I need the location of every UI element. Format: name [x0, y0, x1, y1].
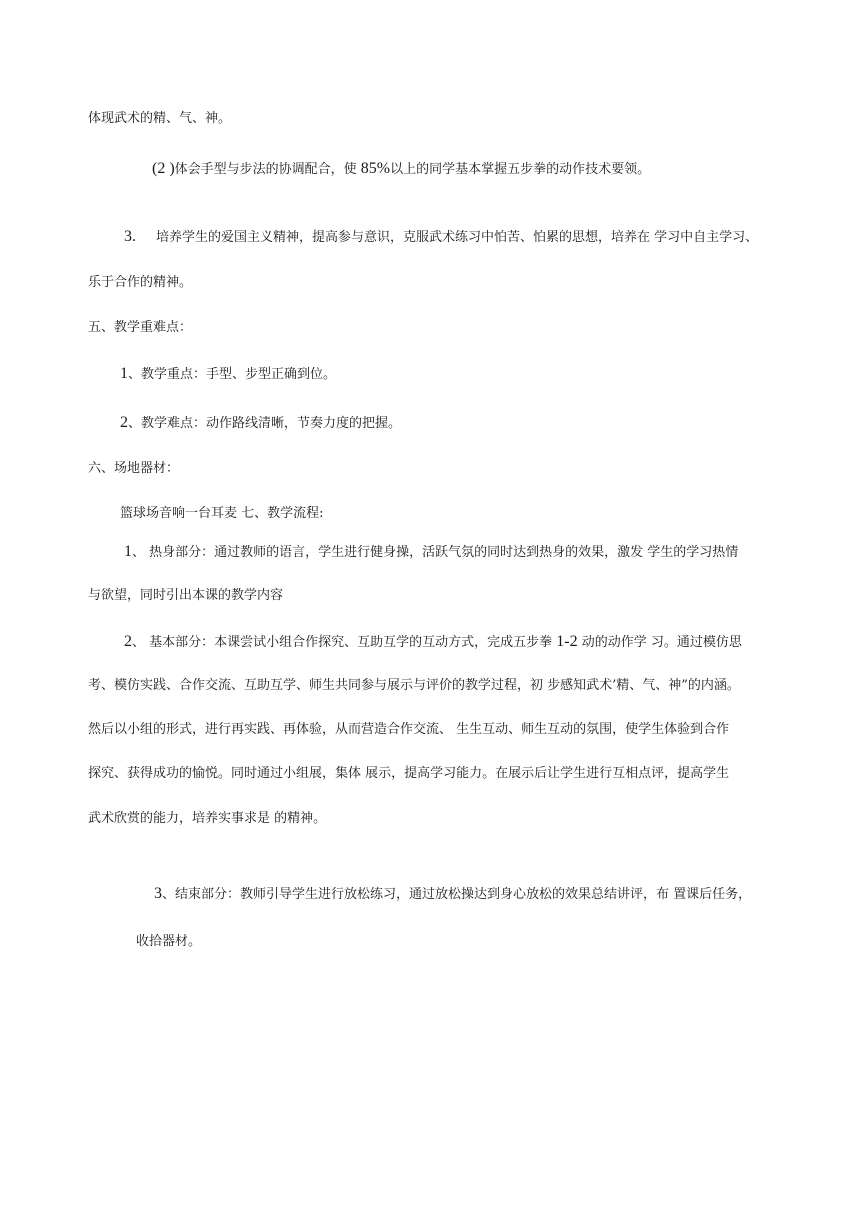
paragraph-line — [88, 721, 729, 739]
paragraph-line — [88, 587, 283, 605]
text: 乐于合作的精神。 — [88, 275, 193, 290]
list-marker: 2 — [124, 633, 132, 650]
text: 探究、获得成功的愉悦。同时通过小组展，集体 展示，提高学习能力。在展示后让学生进行互相点评，提高学生 — [88, 766, 730, 781]
text: 收拾器材。 — [136, 934, 202, 949]
paragraph-line — [88, 765, 729, 783]
list-marker: 1 — [120, 365, 128, 382]
text: 、教学重点：手型、步型正确到位。 — [128, 367, 337, 382]
text: 篮球场音响一台耳麦 七、教学流程: — [120, 506, 324, 521]
text: 考、模仿实践、合作交流、互助互学、师生共同参与展示与评价的教学过程，初 步感知武术’精、气、神”的内涵。 — [88, 678, 740, 693]
text: 、结束部分：教师引导学生进行放松练习，通过放松操达到身心放松的效果总结讲评，布 置课后任务， — [162, 887, 752, 902]
text: 、 基本部分：本课尝试小组合作探究、互助互学的互动方式，完成五步拳 — [132, 635, 557, 650]
section-heading — [88, 460, 179, 478]
text: 培养学生的爱国主义精神，提高参与意识，克服武术练习中怕苦、怕累的思想，培养在 学习中自主学习、 — [156, 230, 759, 245]
text: 与欲望，同时引出本课的教学内容 — [88, 588, 284, 603]
text: 六、场地器材： — [88, 461, 180, 476]
key-point-line — [120, 365, 336, 384]
text: 动的动作学 习。通过模仿思 — [577, 635, 742, 650]
difficulty-line — [120, 414, 401, 433]
text: 五、教学重难点： — [88, 320, 193, 335]
process-1-line — [124, 543, 738, 562]
text: 以上的同学基本掌握五步拳的动作技术要领。 — [390, 162, 651, 177]
list-marker: 1 — [124, 543, 132, 560]
list-marker: (2 ) — [152, 160, 175, 177]
paragraph-line — [88, 677, 740, 695]
text: 体会手型与步法的协调配合，使 — [174, 162, 361, 177]
paragraph-line — [88, 274, 192, 292]
list-marker: 3 — [154, 885, 162, 902]
paragraph-line — [136, 933, 201, 951]
text: 、 热身部分：通过教师的语言，学生进行健身操，活跃气氛的同时达到热身的效果，激发 学生的学习热情 — [132, 545, 739, 560]
paragraph-line — [88, 810, 326, 828]
number: 1-2 — [556, 633, 578, 650]
text: 武术欣赏的能力，培养实事求是 的精神。 — [88, 811, 327, 826]
objective-2-line — [152, 160, 650, 179]
text: 体现武术的精、气、神。 — [88, 111, 232, 126]
process-3-line — [154, 885, 751, 904]
list-marker: 2 — [120, 414, 128, 431]
process-2-line — [124, 633, 742, 652]
section-heading — [88, 319, 192, 337]
percentage: 85% — [360, 160, 391, 177]
objective-3-line — [124, 228, 758, 247]
equipment-line — [120, 505, 324, 523]
list-marker: 3. — [124, 228, 136, 245]
text: 、教学难点：动作路线清晰，节奏力度的把握。 — [128, 416, 402, 431]
text: 然后以小组的形式，进行再实践、再体验，从而营造合作交流、 生生互动、师生互动的氛围，使学生体验到合作 — [88, 722, 730, 737]
paragraph-line — [88, 110, 231, 128]
